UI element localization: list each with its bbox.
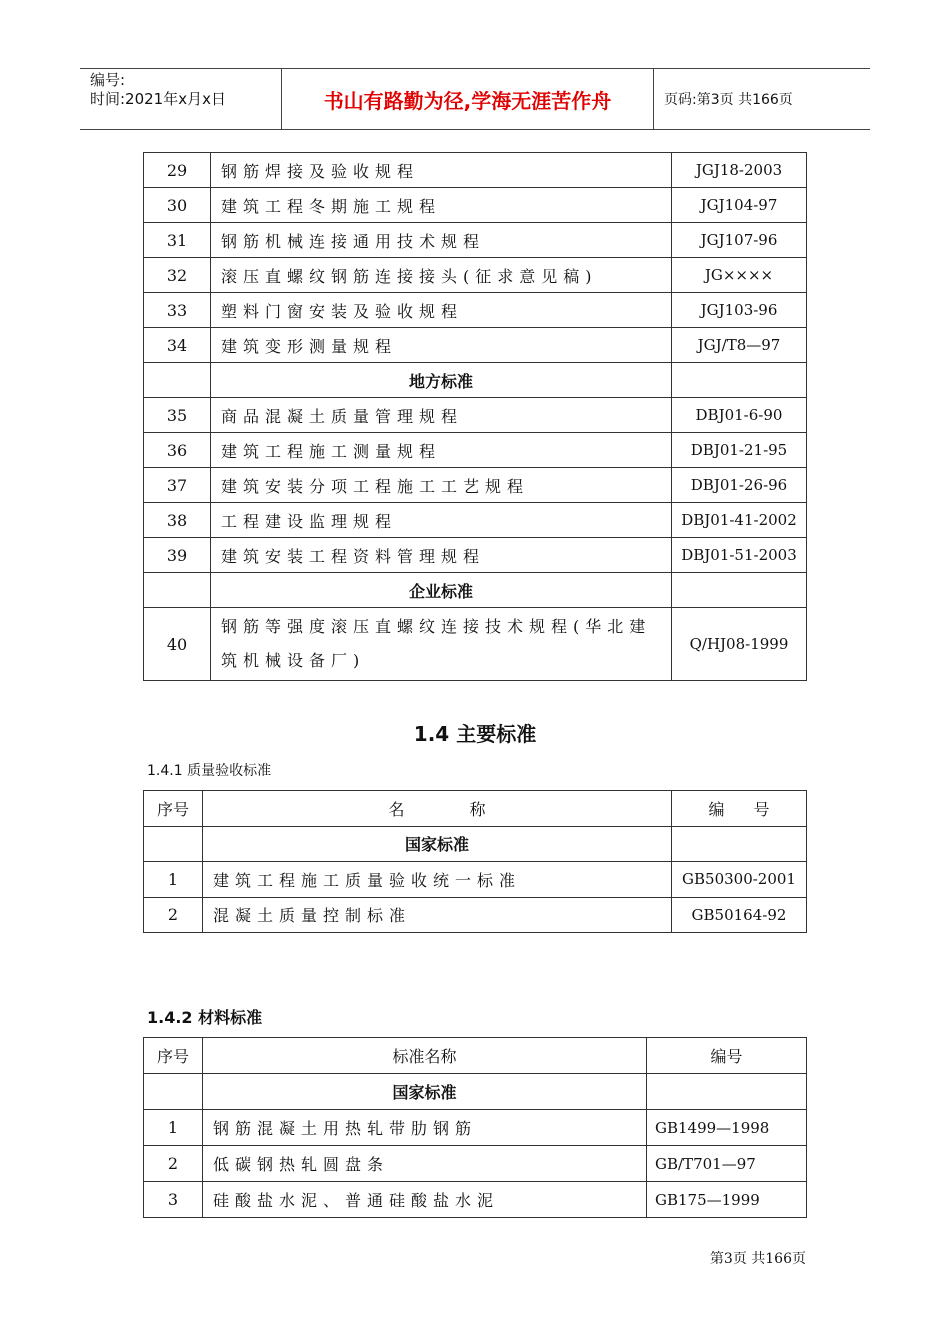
col-header-no: 序号 (144, 1038, 203, 1074)
row-number: 1 (144, 1110, 203, 1146)
empty-cell (672, 826, 807, 862)
row-name: 滚压直螺纹钢筋连接接头(征求意见稿) (211, 258, 672, 293)
row-code: DBJ01-21-95 (672, 433, 807, 468)
col-header-name: 名 称 (203, 791, 672, 827)
row-name: 建筑工程施工测量规程 (211, 433, 672, 468)
table-row (144, 258, 807, 293)
row-number: 34 (144, 328, 211, 363)
section-title-local: 地方标准 (211, 363, 672, 398)
row-name: 建筑安装分项工程施工工艺规程 (211, 468, 672, 503)
table-row (144, 153, 807, 188)
table-row (144, 468, 807, 503)
row-code: JGJ18-2003 (672, 153, 807, 188)
row-code: JGJ/T8—97 (672, 328, 807, 363)
row-number: 39 (144, 538, 211, 573)
row-number: 2 (144, 1146, 203, 1182)
row-code: DBJ01-51-2003 (672, 538, 807, 573)
section-row-national (144, 826, 807, 862)
row-name: 硅酸盐水泥、普通硅酸盐水泥 (203, 1182, 647, 1218)
row-number: 3 (144, 1182, 203, 1218)
row-code: GB50300-2001 (672, 862, 807, 898)
row-code: JGJ103-96 (672, 293, 807, 328)
row-number: 35 (144, 398, 211, 433)
row-name: 工程建设监理规程 (211, 503, 672, 538)
row-name: 建筑工程施工质量验收统一标准 (203, 862, 672, 898)
table-row (144, 897, 807, 933)
section-row-enterprise (144, 573, 807, 608)
col-header-no: 序号 (144, 791, 203, 827)
table-header-row (144, 1038, 807, 1074)
row-number: 38 (144, 503, 211, 538)
row-name: 混凝土质量控制标准 (203, 897, 672, 933)
material-standards-table (143, 1037, 807, 1218)
subheading-1-4-2: 1.4.2 材料标准 (147, 1008, 263, 1027)
row-name: 建筑安装工程资料管理规程 (211, 538, 672, 573)
table-row (144, 503, 807, 538)
empty-cell (672, 573, 807, 608)
row-name: 商品混凝土质量管理规程 (211, 398, 672, 433)
table-row (144, 223, 807, 258)
row-number: 32 (144, 258, 211, 293)
row-code: DBJ01-6-90 (672, 398, 807, 433)
doc-code-label: 编号: (90, 71, 126, 89)
row-name: 钢筋混凝土用热轧带肋钢筋 (203, 1110, 647, 1146)
header-meta (80, 69, 281, 129)
section-row-local (144, 363, 807, 398)
row-number: 33 (144, 293, 211, 328)
table-row (144, 1110, 807, 1146)
quality-acceptance-table (143, 790, 807, 933)
header-page-label: 页码:第3页 共166页 (664, 92, 793, 108)
table-row (144, 538, 807, 573)
row-name: 塑料门窗安装及验收规程 (211, 293, 672, 328)
table-row (144, 433, 807, 468)
header-motto: 书山有路勤为径,学海无涯苦作舟 (281, 69, 654, 129)
row-code: Q/HJ08-1999 (672, 608, 807, 681)
col-header-code: 编 号 (672, 791, 807, 827)
row-name: 低碳钢热轧圆盘条 (203, 1146, 647, 1182)
row-code: JG×××× (672, 258, 807, 293)
empty-cell (144, 363, 211, 398)
row-code: GB175—1999 (647, 1182, 807, 1218)
table-row (144, 328, 807, 363)
row-number: 30 (144, 188, 211, 223)
row-number: 29 (144, 153, 211, 188)
row-number: 37 (144, 468, 211, 503)
row-code: DBJ01-26-96 (672, 468, 807, 503)
row-name: 钢筋机械连接通用技术规程 (211, 223, 672, 258)
empty-cell (144, 573, 211, 608)
row-number: 40 (144, 608, 211, 681)
row-name: 建筑变形测量规程 (211, 328, 672, 363)
empty-cell (144, 826, 203, 862)
row-number: 36 (144, 433, 211, 468)
doc-time-label: 时间:2021年x月x日 (90, 90, 226, 108)
subheading-1-4-1: 1.4.1 质量验收标准 (147, 763, 272, 779)
section-row-national (144, 1074, 807, 1110)
table-row (144, 1146, 807, 1182)
col-header-name: 标准名称 (203, 1038, 647, 1074)
table-row (144, 398, 807, 433)
standards-table-continued (143, 152, 807, 681)
empty-cell (144, 1074, 203, 1110)
page-footer: 第3页 共166页 (709, 1251, 806, 1267)
table-row (144, 188, 807, 223)
row-number: 1 (144, 862, 203, 898)
row-code: GB/T701—97 (647, 1146, 807, 1182)
row-code: GB50164-92 (672, 897, 807, 933)
section-title-enterprise: 企业标准 (211, 573, 672, 608)
row-name: 钢筋等强度滚压直螺纹连接技术规程(华北建筑机械设备厂) (211, 608, 672, 681)
section-title-national: 国家标准 (203, 1074, 647, 1110)
row-name: 钢筋焊接及验收规程 (211, 153, 672, 188)
row-code: DBJ01-41-2002 (672, 503, 807, 538)
row-number: 2 (144, 897, 203, 933)
col-header-code: 编号 (647, 1038, 807, 1074)
page-header (80, 68, 870, 130)
table-row (144, 293, 807, 328)
row-name: 建筑工程冬期施工规程 (211, 188, 672, 223)
empty-cell (672, 363, 807, 398)
table-row (144, 862, 807, 898)
table-header-row (144, 791, 807, 827)
table-row (144, 608, 807, 681)
row-code: JGJ104-97 (672, 188, 807, 223)
section-heading-1-4: 1.4 主要标准 (413, 722, 537, 746)
section-title-national: 国家标准 (203, 826, 672, 862)
row-code: GB1499—1998 (647, 1110, 807, 1146)
row-number: 31 (144, 223, 211, 258)
table-row (144, 1182, 807, 1218)
empty-cell (647, 1074, 807, 1110)
row-code: JGJ107-96 (672, 223, 807, 258)
